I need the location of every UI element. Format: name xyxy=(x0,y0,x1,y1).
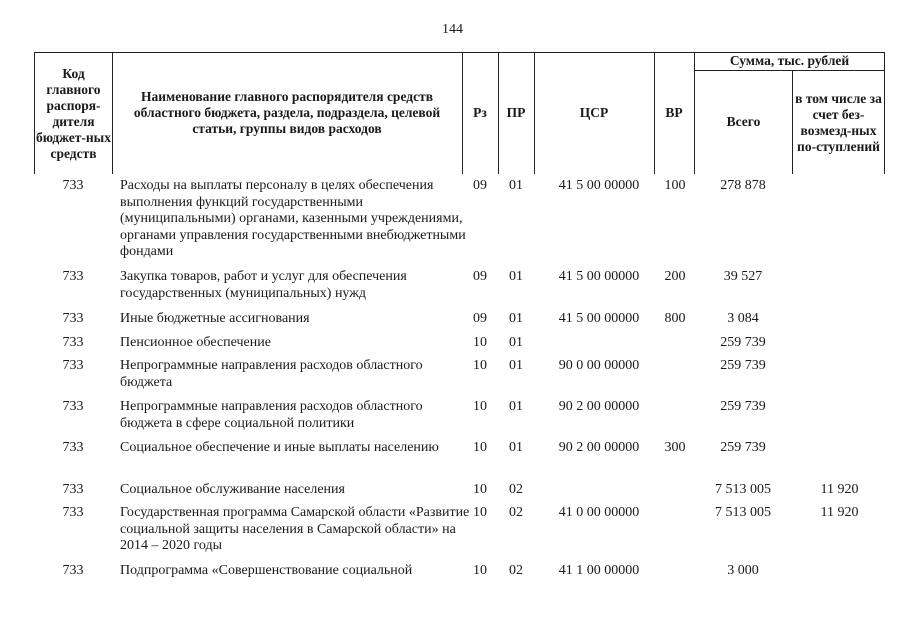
cell-rz: 10 xyxy=(473,358,487,373)
cell-csr: 90 2 00 00000 xyxy=(558,399,640,414)
header-code: Код главного распоря-дителя бюджет-ных средств xyxy=(36,66,111,161)
cell-rz: 10 xyxy=(473,505,487,520)
cell-pr: 01 xyxy=(509,358,523,373)
cell-name: Непрограммные направления расходов областного бюджета xyxy=(120,358,423,390)
cell-name: Закупка товаров, работ и услуг для обеспечения государственных (муниципальных) нужд xyxy=(120,269,407,301)
cell-code: 733 xyxy=(62,399,84,414)
cell-total: 3 000 xyxy=(727,563,759,578)
cell-rz: 09 xyxy=(473,311,487,326)
cell-name: Расходы на выплаты персоналу в целях обеспечения выполнения функций государственными (муниципальными) органами, казенными учреждениями, органами управления государственными внебюджетными фондами xyxy=(120,178,466,260)
cell-code: 733 xyxy=(62,178,84,193)
cell-csr: 41 5 00 00000 xyxy=(558,269,640,284)
cell-rz: 09 xyxy=(473,269,487,284)
cell-pr: 01 xyxy=(509,269,523,284)
cell-pr: 01 xyxy=(509,440,523,455)
cell-csr: 41 5 00 00000 xyxy=(558,311,640,326)
cell-incl: 11 920 xyxy=(820,505,859,520)
cell-code: 733 xyxy=(62,335,84,350)
cell-name: Пенсионное обеспечение xyxy=(120,335,271,350)
header-csr: ЦСР xyxy=(579,105,609,120)
cell-name: Подпрограмма «Совершенствование социальной xyxy=(120,563,413,578)
cell-csr: 90 0 00 00000 xyxy=(558,358,640,373)
cell-pr: 02 xyxy=(509,505,523,520)
cell-rz: 10 xyxy=(473,563,487,578)
cell-vr: 800 xyxy=(664,311,686,326)
header-name: Наименование главного распорядителя средств областного бюджета, раздела, подраздела, целевой статьи, группы видов расходов xyxy=(133,89,441,136)
cell-code: 733 xyxy=(62,482,84,497)
cell-pr: 01 xyxy=(509,311,523,326)
cell-name: Непрограммные направления расходов областного бюджета в сфере социальной политики xyxy=(120,399,423,431)
header-vr: ВР xyxy=(665,105,683,120)
cell-rz: 09 xyxy=(473,178,487,193)
cell-csr: 41 0 00 00000 xyxy=(558,505,640,520)
cell-rz: 10 xyxy=(473,399,487,414)
cell-total: 3 084 xyxy=(727,311,759,326)
cell-name: Иные бюджетные ассигнования xyxy=(120,311,310,326)
cell-code: 733 xyxy=(62,440,84,455)
cell-pr: 02 xyxy=(509,482,523,497)
header-border xyxy=(884,52,885,174)
cell-pr: 01 xyxy=(509,335,523,350)
cell-code: 733 xyxy=(62,269,84,284)
header-sum: Сумма, тыс. рублей xyxy=(729,53,850,68)
cell-rz: 10 xyxy=(473,482,487,497)
header-border xyxy=(112,52,113,174)
cell-code: 733 xyxy=(62,358,84,373)
header-incl: в том числе за счет без-возмезд-ных по-ступлений xyxy=(795,91,882,154)
header-pr: ПР xyxy=(506,105,526,120)
cell-csr: 90 2 00 00000 xyxy=(558,440,640,455)
cell-total: 259 739 xyxy=(720,358,766,373)
cell-total: 39 527 xyxy=(723,269,763,284)
cell-vr: 300 xyxy=(664,440,686,455)
header-rz: Рз xyxy=(473,105,487,120)
cell-csr: 41 5 00 00000 xyxy=(558,178,640,193)
cell-total: 7 513 005 xyxy=(715,505,771,520)
cell-incl: 11 920 xyxy=(820,482,859,497)
cell-pr: 01 xyxy=(509,399,523,414)
cell-vr: 200 xyxy=(664,269,686,284)
cell-csr: 41 1 00 00000 xyxy=(558,563,640,578)
cell-total: 7 513 005 xyxy=(715,482,771,497)
cell-rz: 10 xyxy=(473,440,487,455)
table-header xyxy=(34,52,885,174)
cell-pr: 01 xyxy=(509,178,523,193)
cell-code: 733 xyxy=(62,563,84,578)
cell-total: 278 878 xyxy=(720,178,766,193)
cell-rz: 10 xyxy=(473,335,487,350)
cell-total: 259 739 xyxy=(720,399,766,414)
cell-name: Государственная программа Самарской области «Развитие социальной защиты населения в Самарской области» на 2014 – 2020 годы xyxy=(120,505,470,554)
cell-total: 259 739 xyxy=(720,335,766,350)
page-number: 144 xyxy=(442,22,463,37)
cell-name: Социальное обслуживание населения xyxy=(120,482,345,497)
cell-pr: 02 xyxy=(509,563,523,578)
cell-name: Социальное обеспечение и иные выплаты населению xyxy=(120,440,439,455)
header-total: Всего xyxy=(726,114,761,129)
cell-code: 733 xyxy=(62,311,84,326)
cell-vr: 100 xyxy=(664,178,686,193)
cell-code: 733 xyxy=(62,505,84,520)
cell-total: 259 739 xyxy=(720,440,766,455)
